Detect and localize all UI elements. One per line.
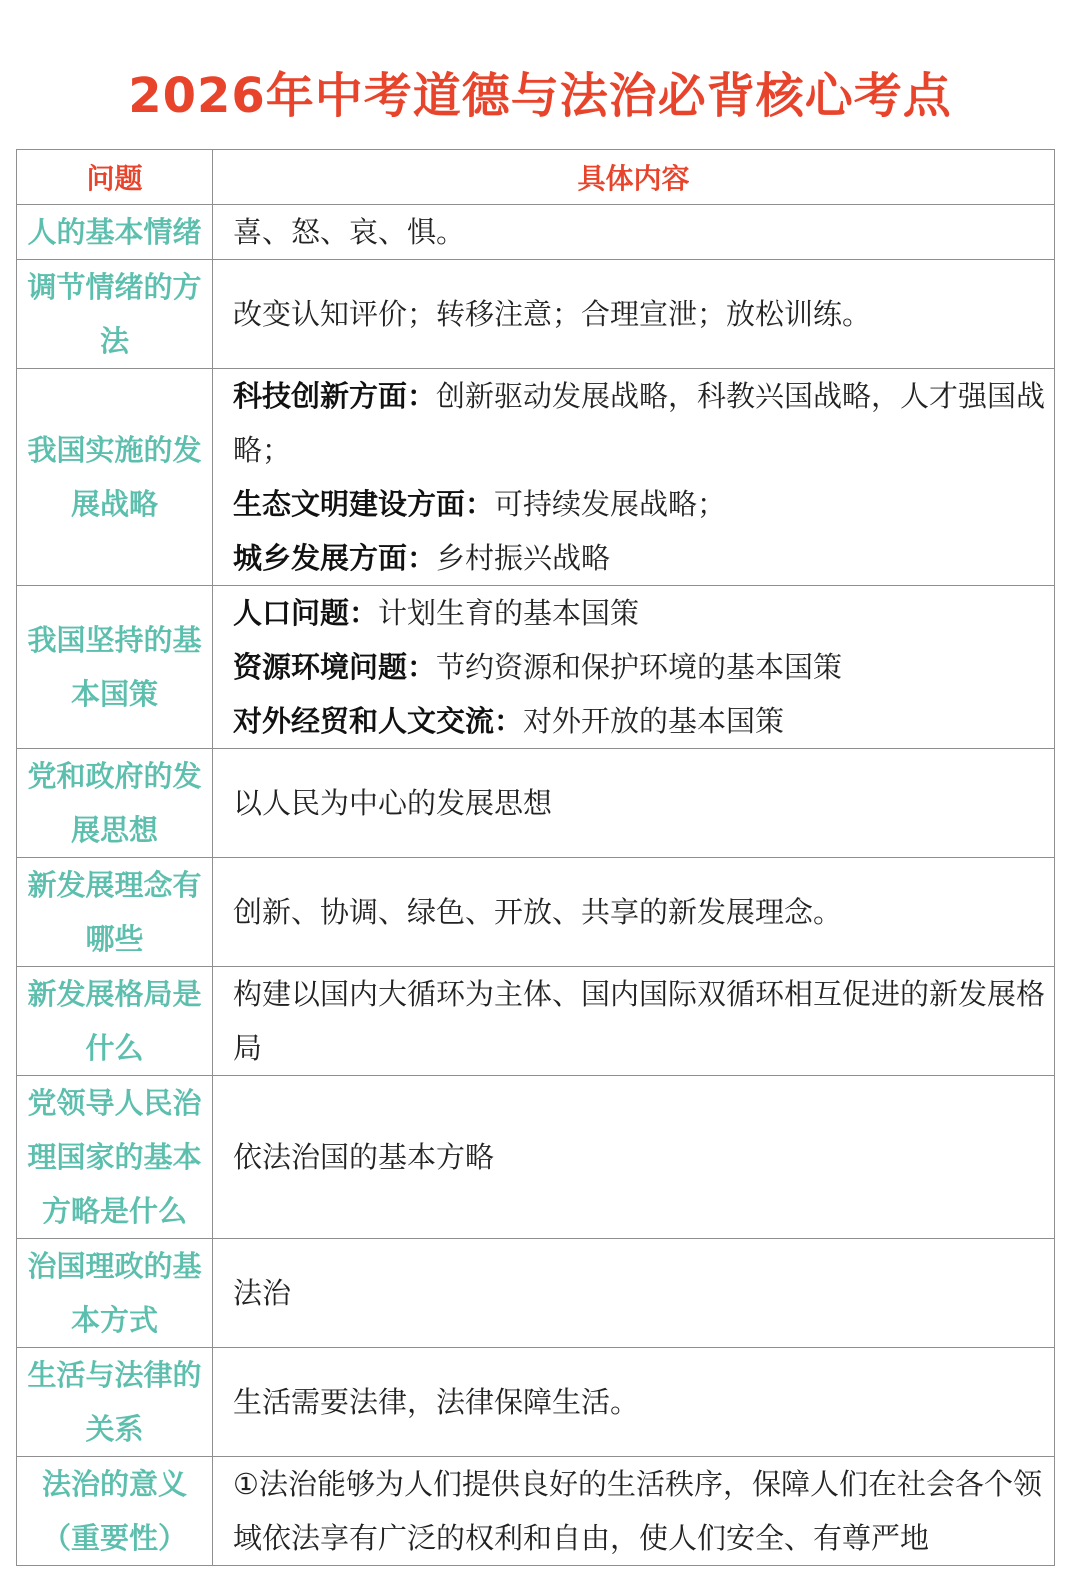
row-content [213,586,1055,749]
content-text: 对外开放的基本国策 [523,704,785,738]
header-content: 具体内容 [213,150,1055,205]
content-text: 可持续发展战略； [494,487,727,521]
table-row [17,858,1055,967]
row-content [213,369,1055,586]
table-row [17,1239,1055,1348]
content-key: 科技创新方面： [233,379,437,413]
row-question: 调节情绪的方法 [17,260,213,369]
content-line [233,369,1050,477]
row-content [213,1239,1055,1348]
content-key: 人口问题： [233,596,379,630]
row-content [213,1457,1055,1566]
row-content [213,260,1055,369]
content-text: 以人民为中心的发展思想 [233,786,553,820]
content-text: 创新驱动发展战略，科教兴国战略，人才强国战略； [233,379,1046,467]
table-row [17,586,1055,749]
row-question: 我国实施的发展战略 [17,369,213,586]
table-row [17,260,1055,369]
row-question: 新发展格局是什么 [17,967,213,1076]
row-content [213,967,1055,1076]
row-content [213,749,1055,858]
row-question: 党和政府的发展思想 [17,749,213,858]
content-text: 喜、怒、哀、惧。 [233,215,466,249]
content-text: 改变认知评价；转移注意；合理宣泄；放松训练。 [233,297,872,331]
row-question: 法治的意义（重要性） [17,1457,213,1566]
row-question: 我国坚持的基本国策 [17,586,213,749]
content-key: 生态文明建设方面： [233,487,495,521]
row-content [213,205,1055,260]
table-row [17,205,1055,260]
page-title: 2026年中考道德与法治必背核心考点 [128,68,952,124]
row-content [213,858,1055,967]
content-text: ①法治能够为人们提供良好的生活秩序，保障人们在社会各个领域依法享有广泛的权利和自由，使人们安全、有尊严地 [233,1467,1042,1555]
table-row [17,967,1055,1076]
row-question: 生活与法律的关系 [17,1348,213,1457]
core-points-table [16,149,1055,1566]
row-content [213,1348,1055,1457]
content-line [233,586,1050,640]
header-question: 问题 [17,150,213,205]
content-line [233,694,1050,748]
content-line [233,477,1050,531]
row-content [213,1076,1055,1239]
content-key: 城乡发展方面： [233,541,437,575]
row-question: 人的基本情绪 [17,205,213,260]
content-text: 乡村振兴战略 [436,541,611,575]
content-text: 构建以国内大循环为主体、国内国际双循环相互促进的新发展格局 [233,977,1046,1065]
table-header-row [17,150,1055,205]
content-line [233,531,1050,585]
content-text: 依法治国的基本方略 [233,1140,495,1174]
content-key: 资源环境问题： [233,650,437,684]
content-text: 计划生育的基本国策 [378,596,640,630]
row-question: 党领导人民治理国家的基本方略是什么 [17,1076,213,1239]
table-row [17,1457,1055,1566]
content-text: 创新、协调、绿色、开放、共享的新发展理念。 [233,895,843,929]
table-row [17,749,1055,858]
row-question: 治国理政的基本方式 [17,1239,213,1348]
content-key: 对外经贸和人文交流： [233,704,524,738]
content-text: 节约资源和保护环境的基本国策 [436,650,843,684]
table-row [17,369,1055,586]
content-text: 法治 [233,1276,292,1310]
table-row [17,1076,1055,1239]
content-text: 生活需要法律，法律保障生活。 [233,1385,640,1419]
table-row [17,1348,1055,1457]
row-question: 新发展理念有哪些 [17,858,213,967]
content-line [233,640,1050,694]
